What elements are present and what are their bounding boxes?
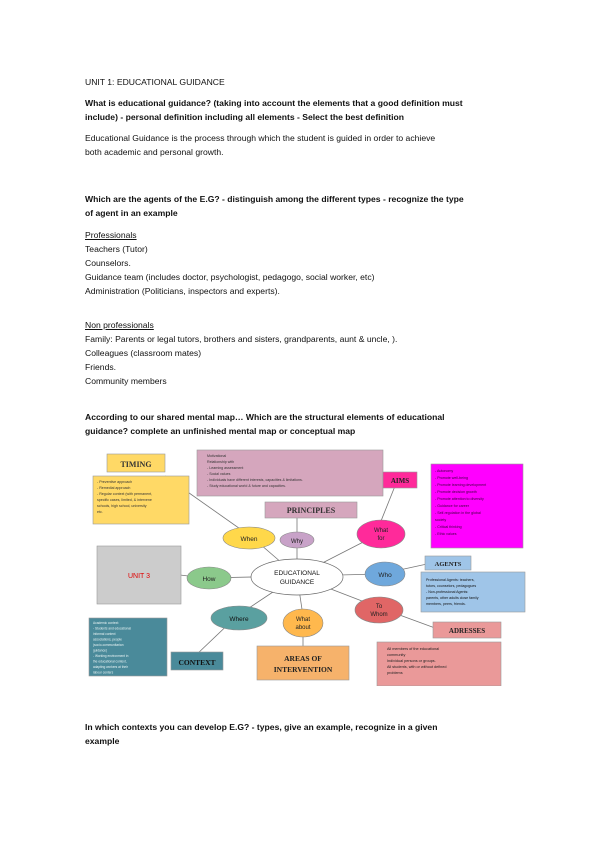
nonprofessionals-heading: Non professionals xyxy=(85,320,154,330)
node-where-label: Where xyxy=(229,616,249,623)
node-what-for xyxy=(357,520,405,548)
timing-note: specific cases, limited, & intervene xyxy=(97,498,152,502)
areas-label-box xyxy=(257,646,349,680)
agents-note: - Non-professional Agents: xyxy=(426,590,469,594)
adresses-label: ADRESSES xyxy=(448,627,486,635)
list-item: Family: Parents or legal tutors, brothers and sisters, grandparents, aunt & uncle, ). xyxy=(85,334,398,344)
context-note: Academic context: xyxy=(93,621,120,625)
question-agents-line2: of agent in an example xyxy=(85,208,178,218)
context-note: (socio-communitarian xyxy=(93,643,124,647)
adresses-note: All students, with or without defined xyxy=(387,665,447,669)
aims-note: - Self-regulation in the global xyxy=(435,511,481,515)
question-map-line1: According to our shared mental map… Which are the structural elements of educational xyxy=(85,412,445,422)
aims-note: - Promote learning development xyxy=(435,483,487,487)
center-label-line1: EDUCATIONAL xyxy=(274,570,320,577)
list-item: Colleagues (classroom mates) xyxy=(85,348,202,358)
agents-note: Professional Agents: teachers, xyxy=(426,578,475,582)
aims-note: - Ethic values xyxy=(435,532,457,536)
node-what-about xyxy=(283,609,323,637)
definition-line1: Educational Guidance is the process through which the student is guided in order to achieve xyxy=(85,133,436,143)
adresses-note: community xyxy=(387,653,406,657)
context-note: - Working environment in xyxy=(93,654,129,658)
mind-map xyxy=(85,446,533,686)
timing-note: schools, high school, university xyxy=(97,504,147,508)
question-definition-line1: What is educational guidance? (taking into account the elements that a good definition must xyxy=(85,98,463,108)
principles-note: Relationship with xyxy=(207,460,235,464)
node-what-about-label2: about xyxy=(295,625,311,631)
center-label-line2: GUIDANCE xyxy=(279,579,315,586)
aims-note: - Critical thinking xyxy=(435,525,462,529)
context-note: adapting workers at their xyxy=(93,665,128,669)
timing-note: - Remedial approach xyxy=(97,486,131,490)
professionals-heading: Professionals xyxy=(85,230,137,240)
unit-heading: UNIT 1: EDUCATIONAL GUIDANCE xyxy=(85,77,225,87)
list-item: Friends. xyxy=(85,362,117,372)
node-what-about-label1: What xyxy=(295,617,311,623)
context-note: associations, people xyxy=(93,637,122,642)
agents-label: AGENTS xyxy=(434,561,462,568)
aims-note: society xyxy=(435,518,447,522)
aims-note: - Promote well-being xyxy=(435,476,468,480)
context-note: labour centers xyxy=(93,670,114,675)
agents-note: tutors, counselors, pedagogues xyxy=(426,584,477,588)
list-item: Counselors. xyxy=(85,258,131,268)
node-why-label: Why xyxy=(291,539,303,545)
principles-note: - Learning assessment xyxy=(207,466,244,470)
node-to-whom-label1: To xyxy=(375,604,383,610)
question-contexts-line2: example xyxy=(85,736,120,746)
node-to-whom xyxy=(355,597,403,623)
timing-note: etc. xyxy=(97,510,103,514)
adresses-note: problems xyxy=(387,671,403,675)
question-contexts-line1: In which contexts you can develop E.G? - types, give an example, recognize in a given xyxy=(85,722,438,732)
adresses-note: Individual persons or groups. xyxy=(387,659,436,663)
areas-label-line1: AREAS OF xyxy=(284,654,322,663)
timing-note: - Regular context (with permanent, xyxy=(97,492,153,496)
question-map-line2: guidance? complete an unfinished mental map or conceptual map xyxy=(85,426,356,436)
node-when-label: When xyxy=(240,536,258,543)
question-agents-line1: Which are the agents of the E.G? - distinguish among the different types - recognize the type xyxy=(85,194,464,204)
node-how-label: How xyxy=(202,576,216,583)
aims-note: - Guidance for career xyxy=(435,504,469,508)
definition-line2: both academic and personal growth. xyxy=(85,147,224,157)
list-item: Guidance team (includes doctor, psychologist, pedagogo, social worker, etc) xyxy=(85,272,375,282)
aims-label: AIMS xyxy=(390,477,410,485)
principles-note: - Social values xyxy=(207,472,231,476)
principles-note: - Study educational world & future and capacities. xyxy=(207,484,286,488)
adresses-note: All members of the educational xyxy=(387,647,440,651)
node-what-for-label1: What xyxy=(373,528,389,534)
node-to-whom-label2: Whom xyxy=(370,612,388,618)
aims-note: - Autonomy xyxy=(435,469,454,473)
aims-note: - Promote attention to diversity xyxy=(435,497,484,501)
context-label: CONTEXT xyxy=(178,658,216,667)
node-what-for-label2: for xyxy=(377,536,385,542)
agents-note: parents, other adults close family xyxy=(426,596,479,600)
timing-label: TIMING xyxy=(120,460,152,469)
center-node xyxy=(251,559,343,595)
unit-label: UNIT 3 xyxy=(127,573,151,580)
list-item: Teachers (Tutor) xyxy=(85,244,148,254)
aims-note: - Promote decision growth xyxy=(435,490,477,494)
principles-note: - Individuals have different interests, capacities & limitations. xyxy=(207,478,303,482)
context-note: - Students and educational xyxy=(93,626,131,631)
context-note: informal context xyxy=(93,632,116,636)
context-note: the educational context, xyxy=(93,659,127,664)
question-definition-line2: include) - personal definition including all elements - Select the best definition xyxy=(85,112,404,122)
context-note: guidance) xyxy=(93,648,107,653)
list-item: Community members xyxy=(85,376,167,386)
agents-note: members, peers, friends. xyxy=(426,602,466,606)
areas-label-line2: INTERVENTION xyxy=(273,665,333,674)
principles-label: PRINCIPLES xyxy=(286,506,336,515)
timing-note: - Preventive approach xyxy=(97,480,133,484)
node-who-label: Who xyxy=(378,572,392,579)
list-item: Administration (Politicians, inspectors and experts). xyxy=(85,286,280,296)
principles-note: Motivational xyxy=(207,454,227,458)
